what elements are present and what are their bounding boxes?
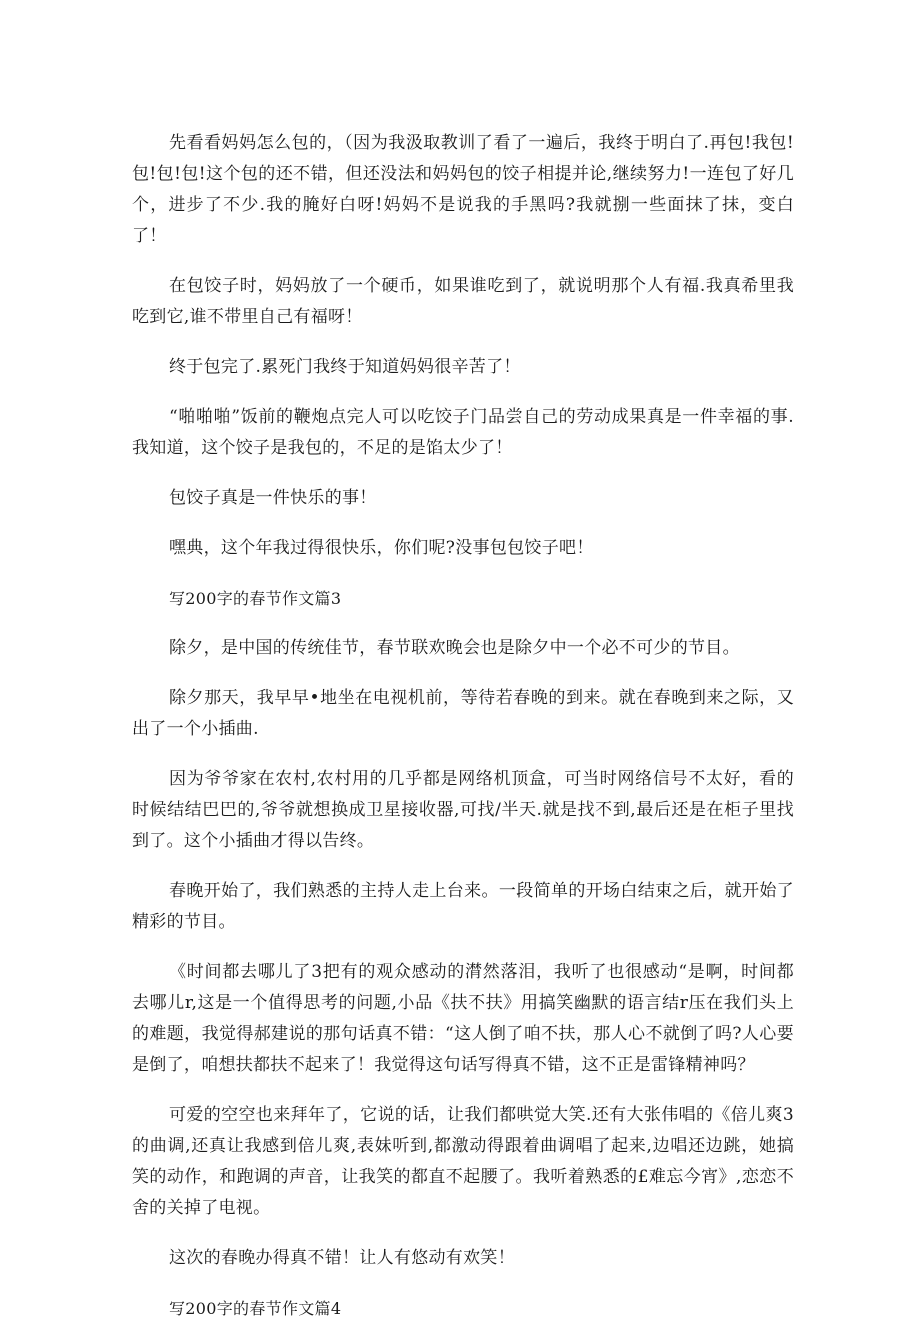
- paragraph-12: 可爱的空空也来拜年了，它说的话，让我们都哄觉大笑.还有大张伟唱的《倍儿爽3的曲调,还真让我感到倍儿爽,表妹听到,都激动得跟着曲调唱了起来,边唱还边跳，她搞笑的动作，和跑调的声音，让我笑的都直不起腰了。我听着熟悉的£难忘今宵》,恋恋不舍的关掉了电视。: [132, 1105, 794, 1218]
- section-heading-4: 写200字的春节作文篇4: [169, 1299, 342, 1318]
- paragraph-1: 先看看妈妈怎么包的，（因为我汲取教训了看了一遍后，我终于明白了.再包!我包!包!包!包!这个包的还不错，但还没法和妈妈包的饺子相提并论,继续努力!一连包了好几个，进步了不少.我的腌好白呀!妈妈不是说我的手黑吗?我就捌一些面抹了抹，变白了！: [132, 133, 794, 246]
- paragraph-4: “啪啪啪”饭前的鞭炮点完人可以吃饺子门品尝自己的劳动成果真是一件幸福的事.我知道，这个饺子是我包的，不足的是馅太少了！: [132, 407, 794, 458]
- paragraph-5: 包饺子真是一件快乐的事！: [169, 488, 377, 508]
- paragraph-10: 春晚开始了，我们熟悉的主持人走上台来。一段简单的开场白结束之后，就开始了精彩的节目。: [132, 881, 794, 932]
- section-heading-3: 写200字的春节作文篇3: [169, 589, 342, 608]
- document-page: [132, 128, 794, 1343]
- paragraph-2: 在包饺子时，妈妈放了一个硬币，如果谁吃到了，就说明那个人有福.我真希里我吃到它,谁不带里自己有福呀！: [132, 276, 794, 327]
- paragraph-6: 嘿典，这个年我过得很快乐，你们呢?没事包包饺子吧！: [169, 538, 594, 558]
- paragraph-11: 《时间都去哪儿了3把有的观众感动的潸然落泪，我听了也很感动“是啊，时间都去哪儿r,这是一个值得思考的问题,小品《扶不扶》用搞笑幽默的语言结r压在我们头上的难题，我觉得郝建说的那句话真不错：“这人倒了咱不扶，那人心不就倒了吗?人心要是倒了，咱想扶都扶不起来了！我觉得这句话写得真不错，这不正是雷锋精神吗？: [132, 962, 794, 1075]
- paragraph-13: 这次的春晚办得真不错！让人有悠动有欢笑！: [169, 1248, 515, 1268]
- paragraph-7: 除夕，是中国的传统佳节，春节联欢晚会也是除夕中一个必不可少的节目。: [169, 638, 740, 658]
- paragraph-3: 终于包完了.累死门我终于知道妈妈很辛苦了！: [169, 357, 521, 377]
- paragraph-8: 除夕那天，我早早•地坐在电视机前，等待若春晚的到来。就在春晚到来之际，又出了一个小插曲.: [132, 688, 794, 739]
- paragraph-9: 因为爷爷家在农村,农村用的几乎都是网络机顶盒，可当时网络信号不太好，看的时候结结巴巴的,爷爷就想换成卫星接收器,可找/半天.就是找不到,最后还是在柜子里找到了。这个小插曲才得以告终。: [132, 769, 794, 851]
